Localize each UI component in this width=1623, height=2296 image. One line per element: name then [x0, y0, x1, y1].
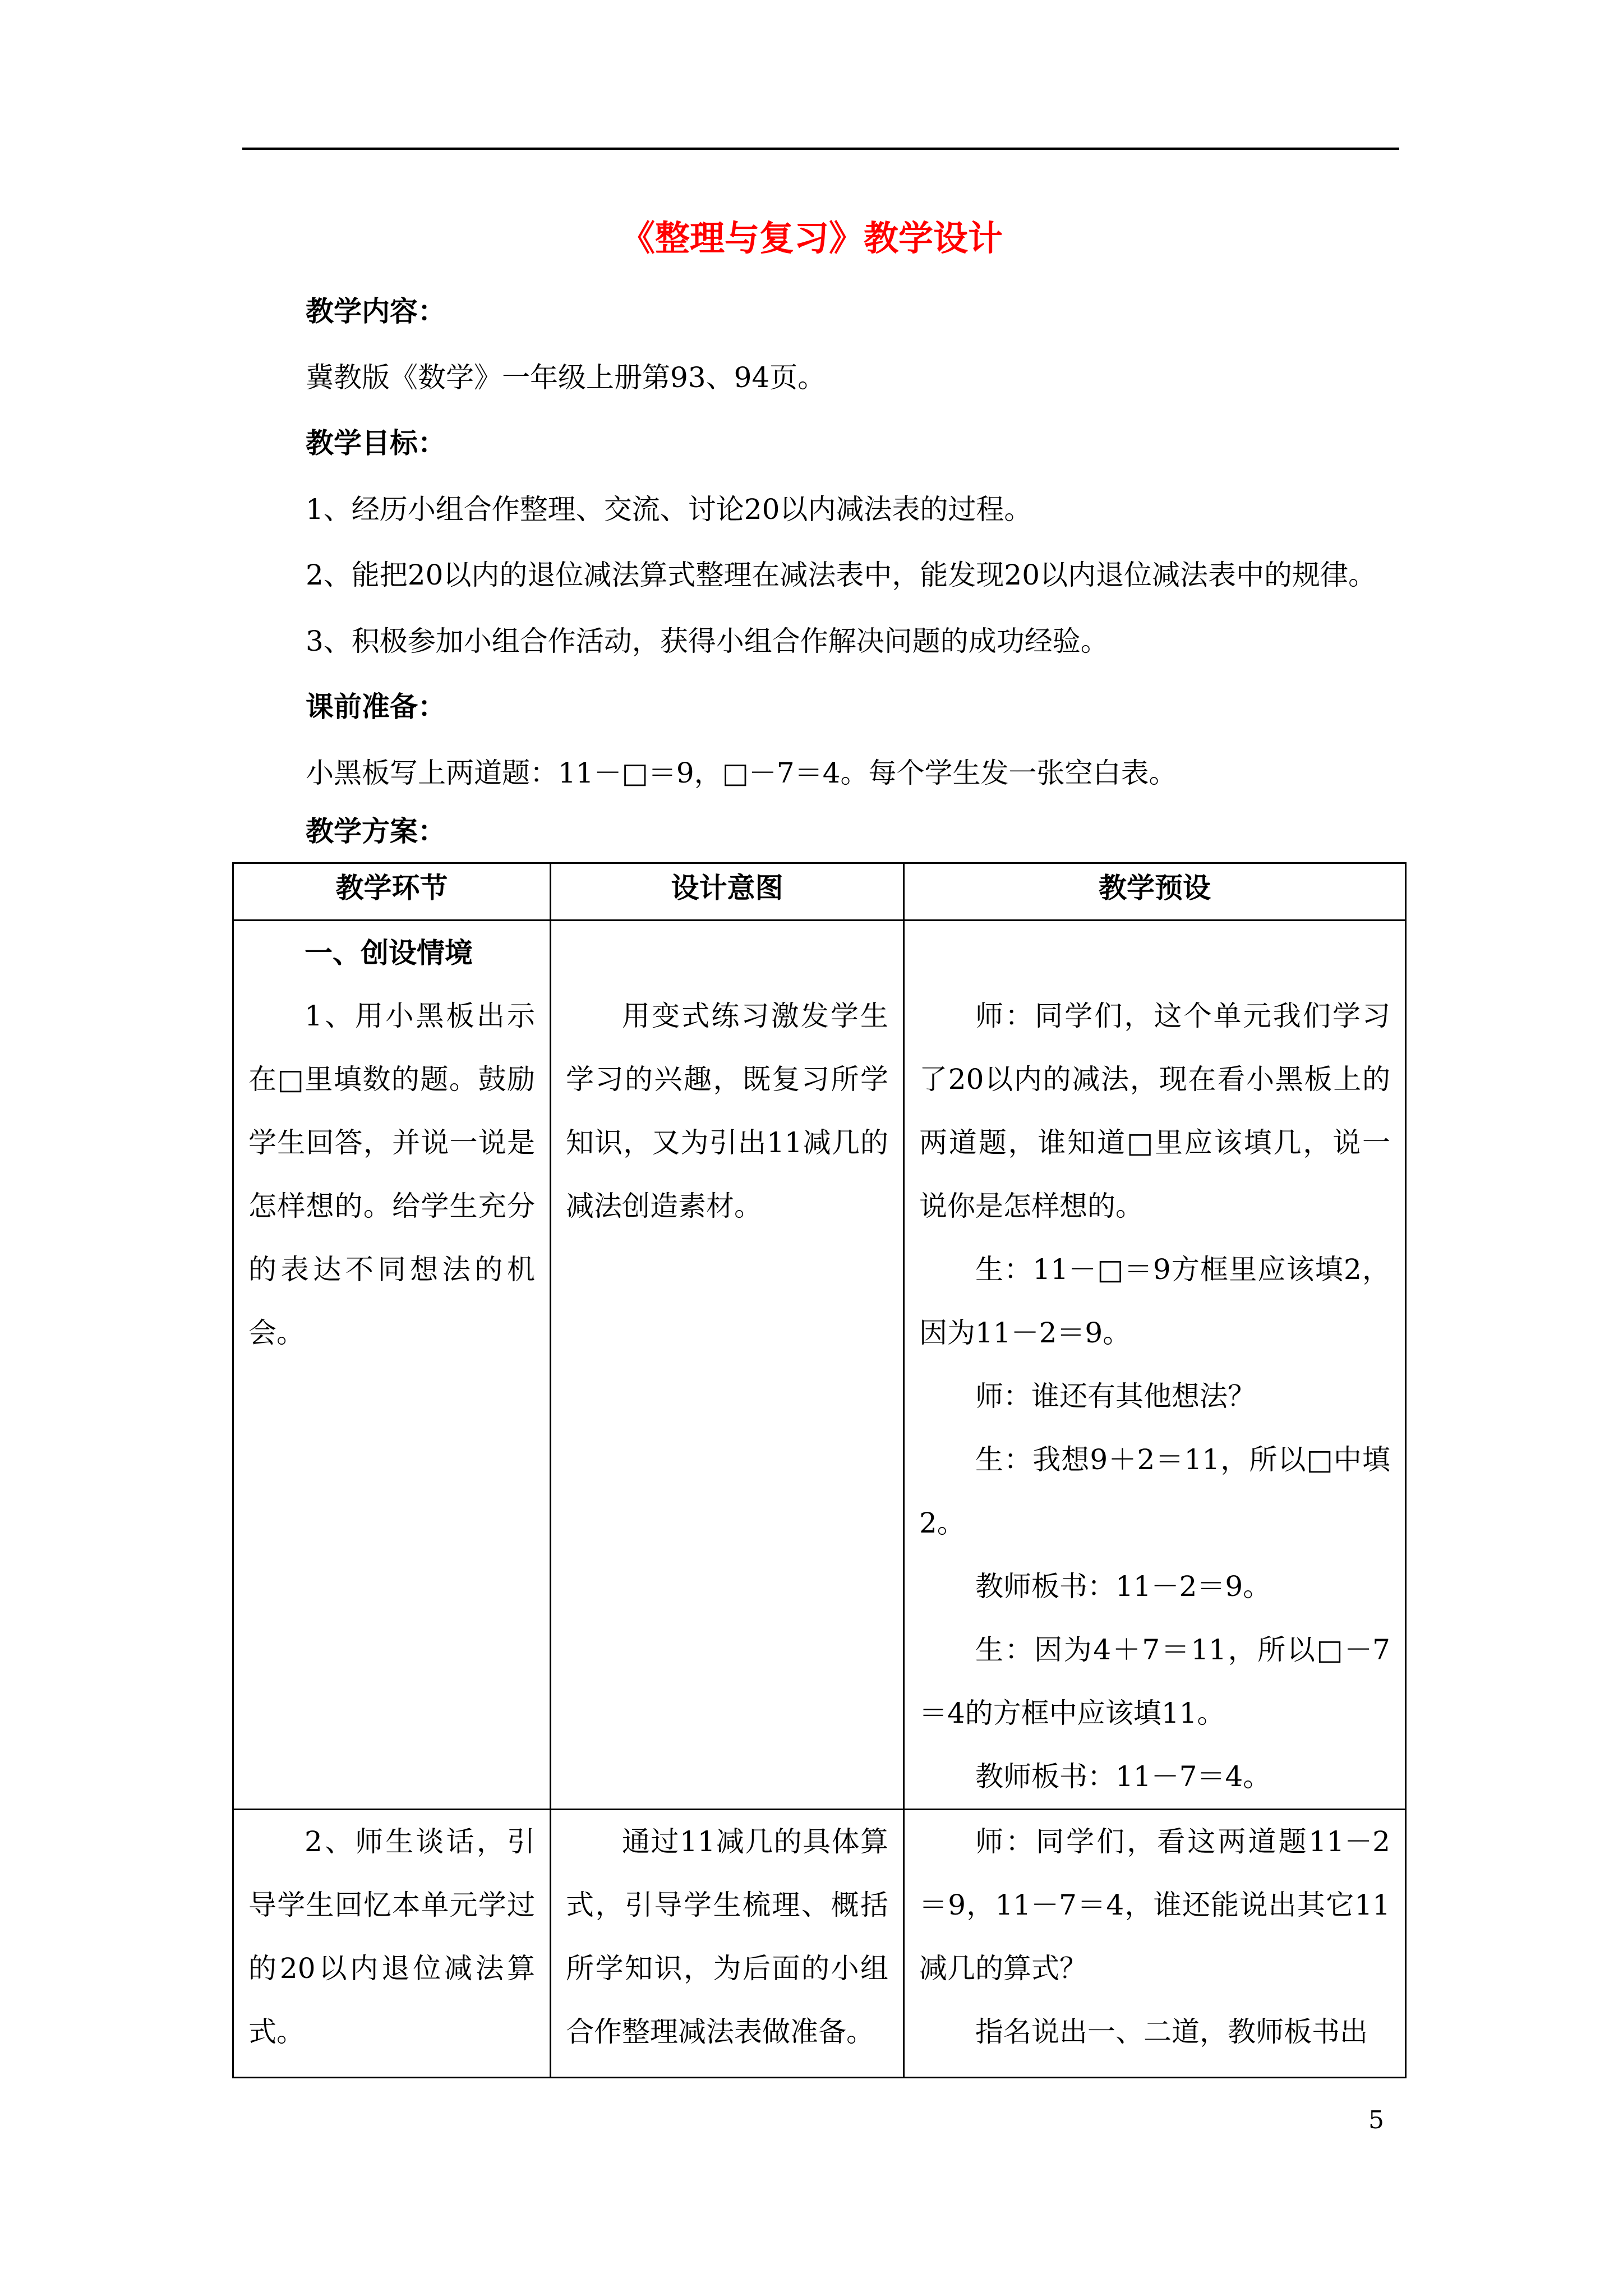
preset-line: 师：同学们，这个单元我们学习了20以内的减法，现在看小黑板上的两道题，谁知道□里应该填几，说一说你是怎样想的。 — [919, 1000, 1390, 1222]
content-text: 冀教版《数学》一年级上册第93、94页。 — [306, 361, 826, 394]
document-title: 《整理与复习》教学设计 — [620, 218, 1003, 259]
stage-cell — [233, 921, 551, 1810]
preset-line: 生：11－□＝9方框里应该填2，因为11－2＝9。 — [919, 1253, 1390, 1349]
goal-item-1: 1、经历小组合作整理、交流、讨论20以内减法表的过程。 — [306, 493, 1032, 526]
table-row — [233, 921, 1406, 1810]
stage-cell — [233, 1810, 551, 2078]
stage-description: 2、师生谈话，引导学生回忆本单元学过的20以内退位减法算式。 — [248, 1825, 535, 2048]
preset-line: 师：谁还有其他想法？ — [975, 1380, 1256, 1412]
header-rule — [242, 148, 1399, 150]
header-stage: 教学环节 — [233, 863, 551, 921]
goal-item-2: 2、能把20以内的退位减法算式整理在减法表中，能发现20以内退位减法表中的规律。 — [306, 559, 1377, 591]
header-preset: 教学预设 — [904, 863, 1406, 921]
page-number: 5 — [1368, 2106, 1384, 2134]
intent-description: 通过11减几的具体算式，引导学生梳理、概括所学知识，为后面的小组合作整理减法表做准备。 — [566, 1825, 888, 2048]
stage-description: 1、用小黑板出示在□里填数的题。鼓励学生回答，并说一说是怎样想的。给学生充分的表达不同想法的机会。 — [248, 1000, 535, 1349]
preset-line: 师：同学们，看这两道题11－2＝9，11－7＝4，谁还能说出其它11减几的算式？ — [919, 1825, 1390, 1985]
stage-section-title: 一、创设情境 — [305, 936, 473, 969]
preset-cell — [904, 1810, 1406, 2078]
plan-table — [232, 862, 1407, 2078]
preset-line: 教师板书：11－2＝9。 — [975, 1570, 1271, 1603]
goal-item-3: 3、积极参加小组合作活动，获得小组合作解决问题的成功经验。 — [306, 625, 1109, 657]
table-row — [233, 1810, 1406, 2078]
preset-line: 生：我想9＋2＝11，所以□中填2。 — [919, 1443, 1390, 1539]
preset-line: 教师板书：11－7＝4。 — [975, 1760, 1271, 1793]
goals-heading: 教学目标： — [306, 426, 446, 459]
intent-cell — [551, 921, 904, 1810]
prep-text: 小黑板写上两道题：11－□＝9，□－7＝4。每个学生发一张空白表。 — [306, 757, 1177, 789]
plan-heading: 教学方案： — [306, 815, 446, 848]
intent-description: 用变式练习激发学生学习的兴趣，既复习所学知识，又为引出11减几的减法创造素材。 — [566, 1000, 888, 1222]
preset-cell — [904, 921, 1406, 1810]
prep-heading: 课前准备： — [306, 690, 446, 723]
preset-line: 指名说出一、二道，教师板书出 — [975, 2016, 1368, 2048]
preset-line: 生：因为4＋7＝11，所以□－7＝4的方框中应该填11。 — [919, 1634, 1390, 1729]
header-intent: 设计意图 — [551, 863, 904, 921]
table-header-row — [233, 863, 1406, 921]
content-heading: 教学内容： — [306, 295, 446, 328]
intent-cell — [551, 1810, 904, 2078]
